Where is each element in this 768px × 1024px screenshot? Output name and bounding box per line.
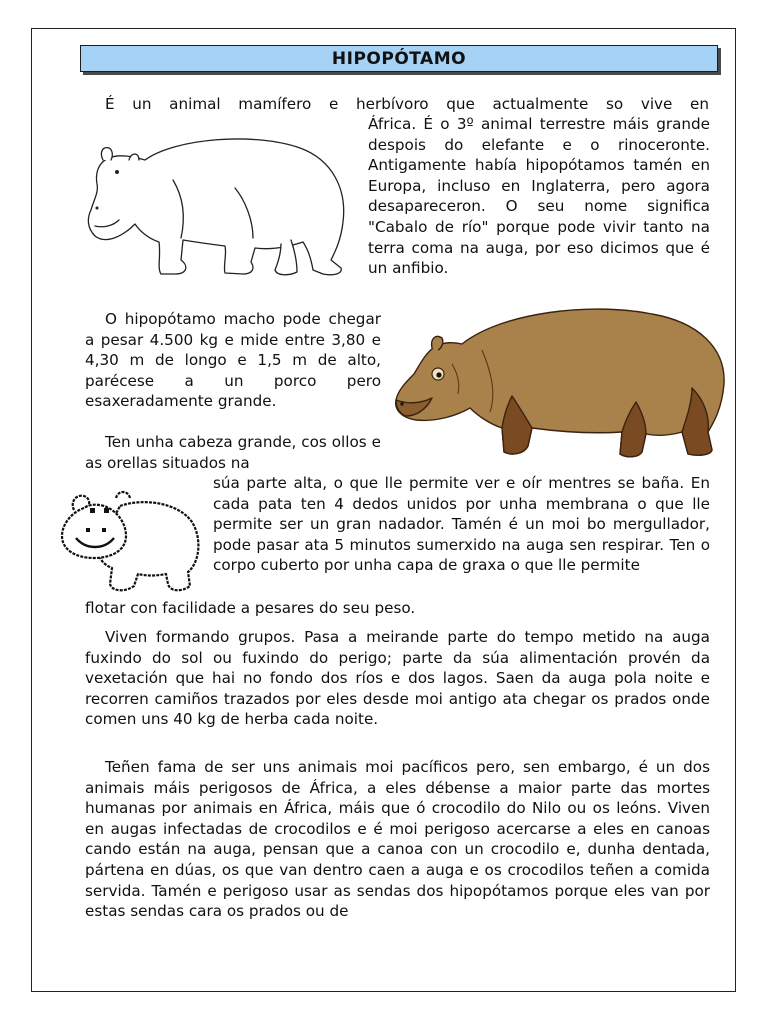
hippo-cartoon-drawing	[60, 488, 205, 594]
title-banner	[80, 45, 718, 72]
intro-paragraph: África. É o 3º animal terrestre máis grande despois do elefante e o rinoceronte. Antigamente había hipopótamos tamén en Europa, incluso en Inglaterra, pero agora desapareceron. O seu nome significa "Cabalo de río" porque pode vivir tanto na terra coma na auga, por eso dicimos que é un anfibio.	[368, 115, 710, 278]
hippo-brown-illustration	[392, 304, 728, 462]
groups-paragraph: Viven formando grupos. Pasa a meirande parte do tempo metido na auga fuxindo do sol ou fuxindo do perigo; parte da súa alimentación provén da vexetación que hai no fondo dos ríos e dos lagos. Saen da auga pola noite e recorren camiños trazados por eles desde moi antigo ata chegar os prados onde comen uns 40 kg de herba cada noite.	[85, 628, 710, 729]
float-line: flotar con facilidade a pesares do seu peso.	[85, 599, 416, 617]
danger-paragraph: Teñen fama de ser uns animais moi pacíficos pero, sen embargo, é un dos animais máis perigosos de África, a eles débense a maior parte das mortes humanas por animais en África, máis que ó crocodilo do Nilo ou os leóns. Viven en augas infectadas de crocodilos e é moi perigoso acercarse a eles en canoas cando están na auga, pensan que a canoa con un crocodilo e, dunha dentada, pártena en dúas, os que van dentro caen a auga e os crocodilos teñen a comida servida. Tamén e perigoso usar as sendas dos hipopótamos porque eles van por estas sendas cara os prados ou de	[85, 758, 710, 921]
page-title: HIPOPÓTAMO	[331, 49, 467, 69]
intro-first-line: É un animal mamífero e herbívoro que actualmente so vive en	[105, 95, 709, 113]
size-paragraph: O hipopótamo macho pode chegar a pesar 4.500 kg e mide entre 3,80 e 4,30 m de longo e 1,5 m de alto, parécese a un porco pero esaxeradamente grande.	[85, 310, 381, 411]
head-paragraph-start: Ten unha cabeza grande, cos ollos e as orellas situados na	[85, 433, 381, 472]
hippo-outline-drawing	[85, 130, 350, 282]
pata-paragraph: súa parte alta, o que lle permite ver e oír mentres se baña. En cada pata ten 4 dedos unidos por unha membrana o que lle permite ser un gran nadador. Tamén é un moi bo mergullador, pode pasar ata 5 minutos sumerxido na auga sen respirar. Ten o corpo cuberto por unha capa de graxa o que lle permite	[213, 474, 710, 575]
